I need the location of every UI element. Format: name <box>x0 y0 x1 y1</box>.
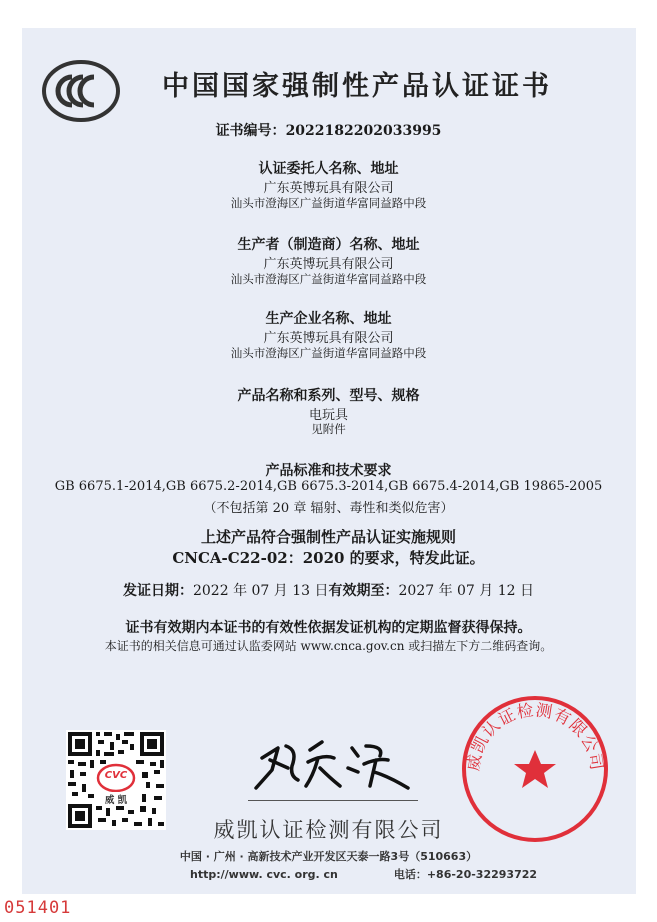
issue-date-label: 发证日期： <box>122 583 193 599</box>
manufacturer-name: 广东英博玩具有限公司 <box>263 257 394 272</box>
issuer-website[interactable]: http://www. cvc. org. cn <box>190 868 338 881</box>
issuer-phone: 电话：+86-20-32293722 <box>393 868 538 881</box>
applicant-heading: 认证委托人名称、地址 <box>258 161 399 177</box>
validity-notice: 证书有效期内本证书的有效性依据发证机构的定期监督获得保持。 <box>125 620 532 636</box>
factory-name: 广东英博玩具有限公司 <box>263 331 394 346</box>
seal-star-icon <box>460 694 610 844</box>
conformity-line-2: CNCA-C22-02：2020 的要求，特发此证。 <box>172 549 485 567</box>
applicant-name: 广东英博玩具有限公司 <box>263 181 394 196</box>
factory-address: 汕头市澄海区广益街道华富同益路中段 <box>230 346 427 360</box>
certificate-title: 中国国家强制性产品认证证书 <box>162 71 552 102</box>
product-heading: 产品名称和系列、型号、规格 <box>237 388 420 404</box>
standards-list: GB 6675.1-2014,GB 6675.2-2014,GB 6675.3-2014,GB 6675.4-2014,GB 19865-2005 <box>54 479 603 494</box>
signature-icon <box>248 728 418 798</box>
serial-number: 051401 <box>4 898 72 918</box>
standards-note: （不包括第 20 章 辐射、毒性和类似危害） <box>203 501 454 516</box>
conformity-line-1: 上述产品符合强制性产品认证实施规则 <box>200 528 456 546</box>
product-name: 电玩具 <box>308 408 348 423</box>
dates-line <box>0 580 657 600</box>
issuer-address: 中国 · 广州 · 高新技术产业开发区天泰一路3号（510663） <box>179 850 478 863</box>
issuer-contacts <box>190 866 610 882</box>
manufacturer-heading: 生产者（制造商）名称、地址 <box>237 237 420 253</box>
expiry-date-label: 有效期至： <box>328 583 399 599</box>
qr-badge-top: CVC <box>104 770 128 781</box>
product-model: 见附件 <box>311 422 346 436</box>
applicant-address: 汕头市澄海区广益街道华富同益路中段 <box>230 196 427 210</box>
cert-number: 证书编号：2022182202033995 <box>215 123 442 139</box>
issue-date-value: 2022 年 07 月 13 日 <box>192 583 329 599</box>
expiry-date-value: 2027 年 07 月 12 日 <box>398 583 535 599</box>
qr-badge-bottom: 威 凯 <box>104 795 128 806</box>
svg-text:威凯认证检测有限公司: 威凯认证检测有限公司 <box>463 700 607 773</box>
ccc-logo-icon <box>42 60 120 122</box>
factory-heading: 生产企业名称、地址 <box>265 311 392 327</box>
manufacturer-address: 汕头市澄海区广益街道华富同益路中段 <box>230 272 427 286</box>
query-notice: 本证书的相关信息可通过认监委网站 www.cnca.gov.cn 或扫描左下方二维码查询。 <box>104 639 553 653</box>
standards-heading: 产品标准和技术要求 <box>265 463 392 479</box>
signature-rule <box>248 800 418 801</box>
issuer-name: 威凯认证检测有限公司 <box>213 818 444 842</box>
